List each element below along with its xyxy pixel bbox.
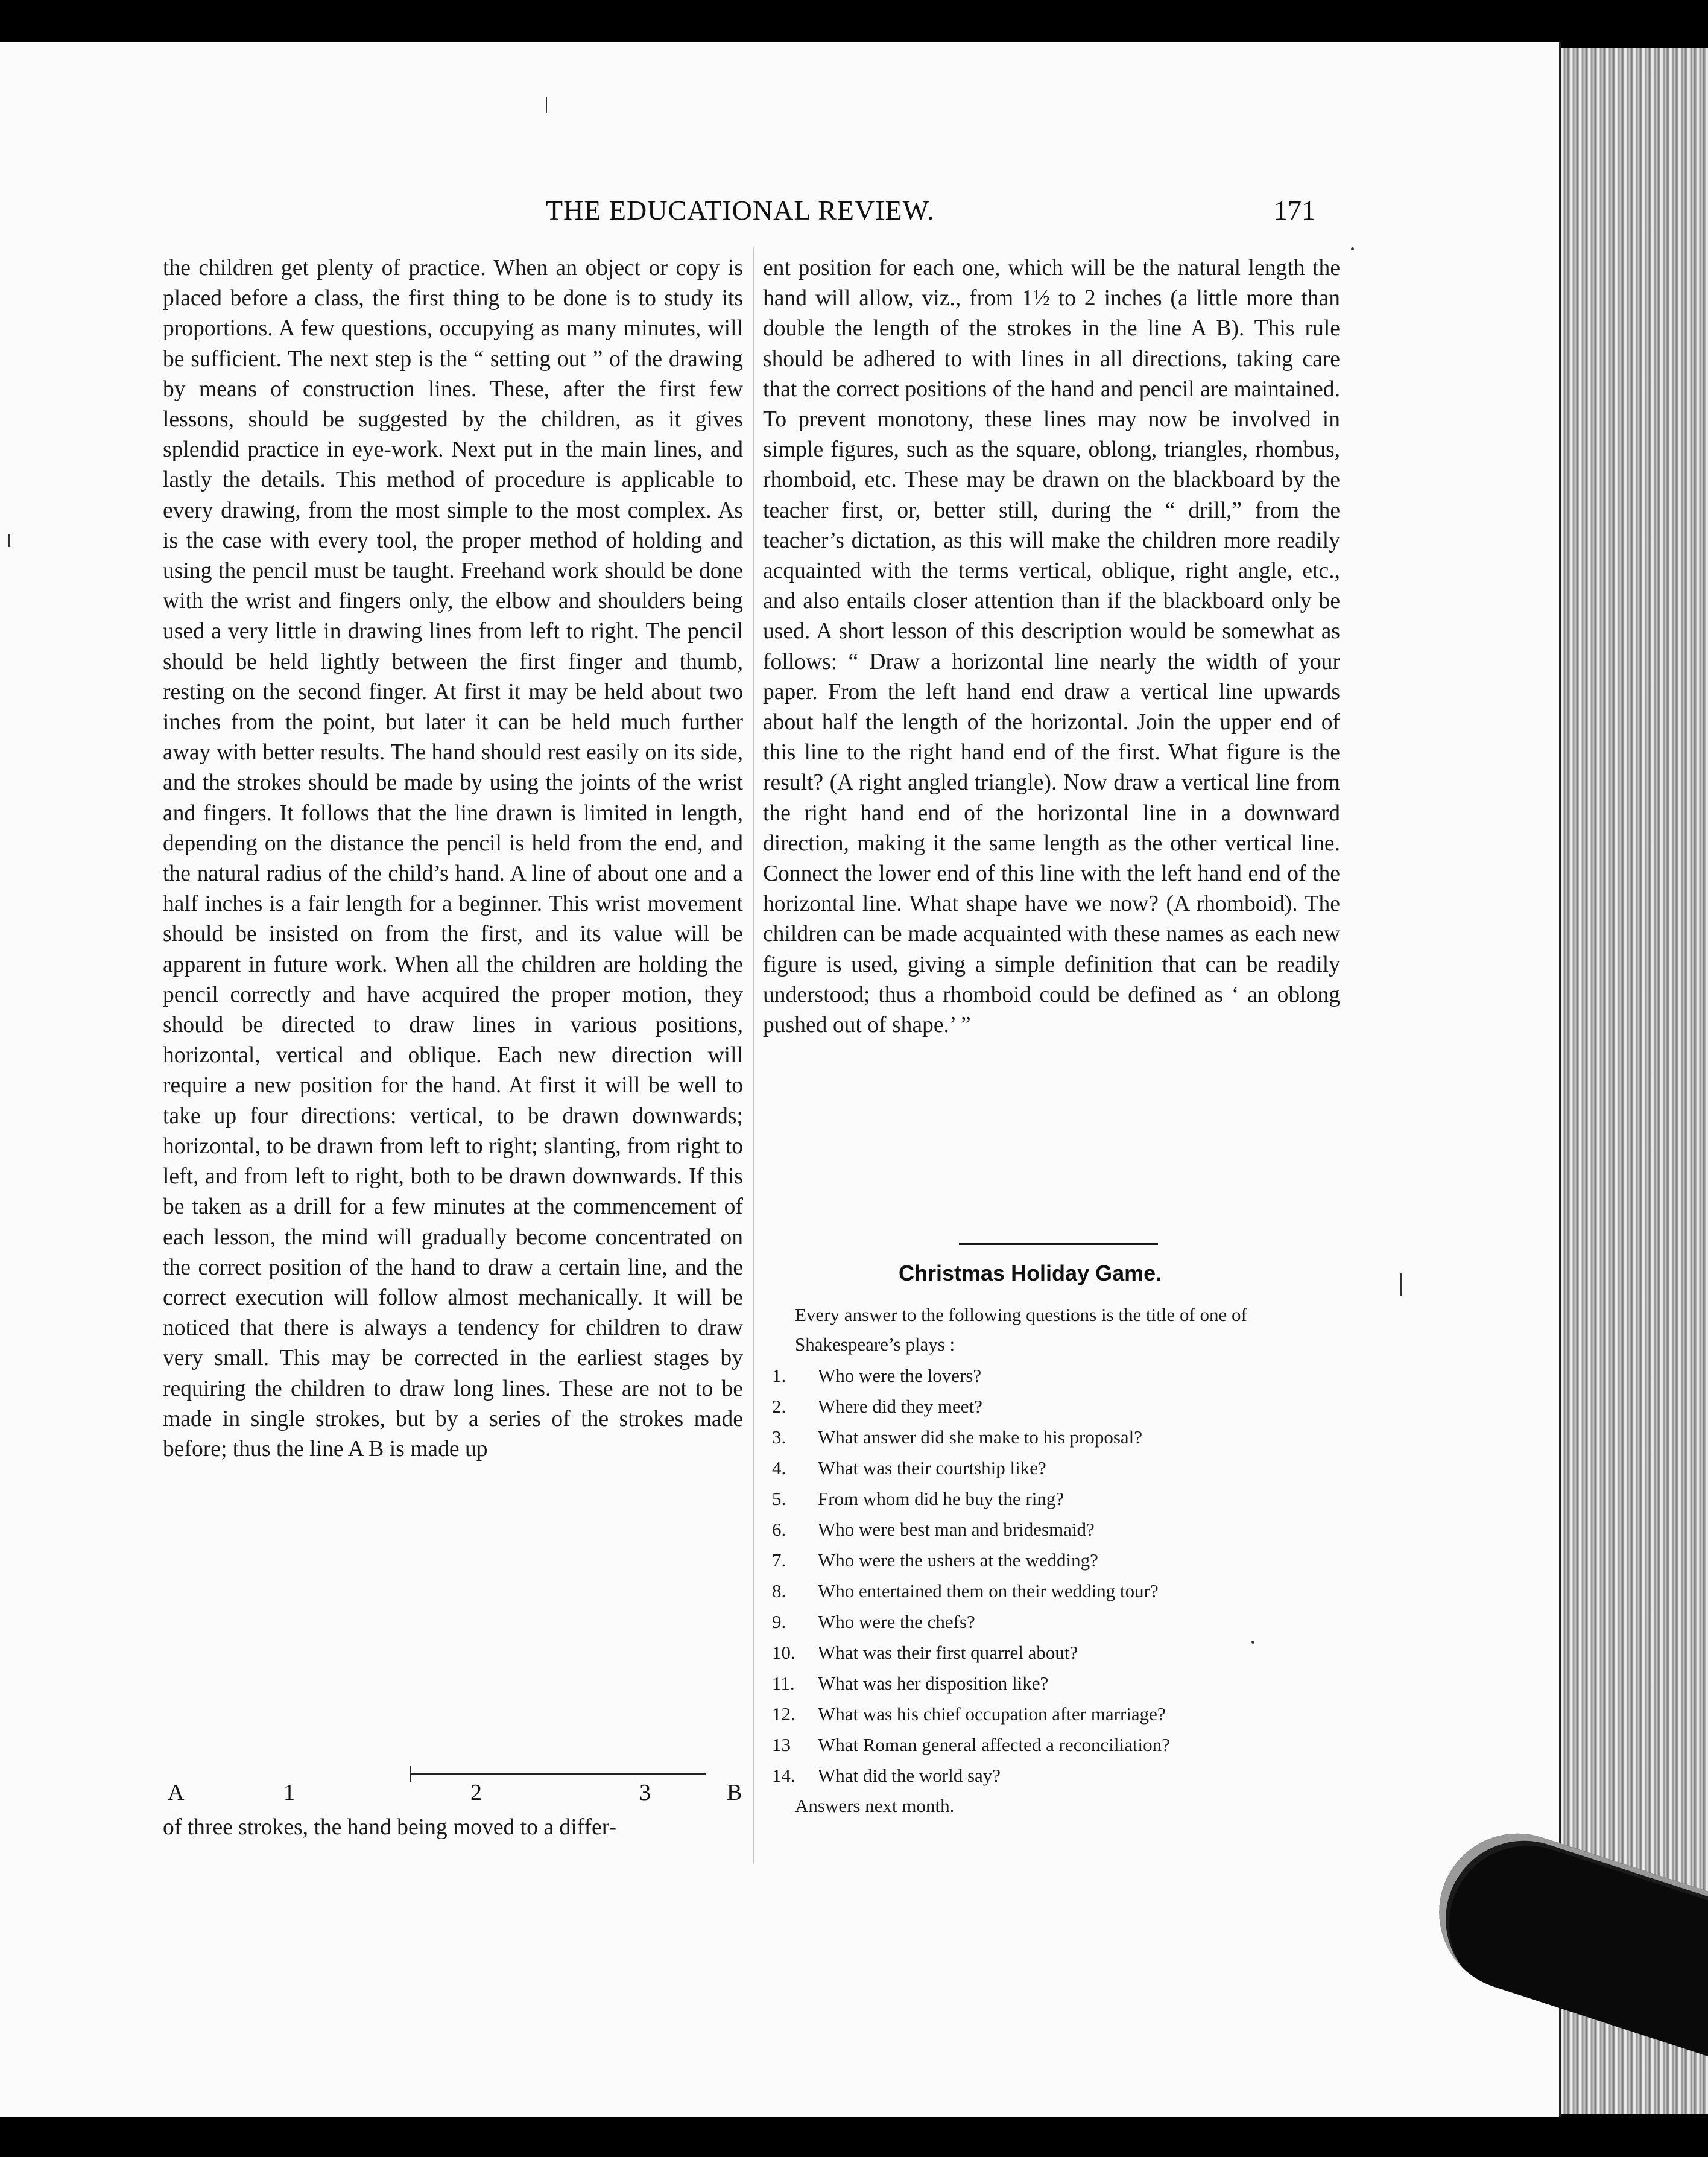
question-text: What answer did she make to his proposal? — [818, 1427, 1143, 1448]
question-number: 8. — [772, 1580, 786, 1601]
stroke-mark — [410, 1766, 411, 1782]
scan-border-top — [0, 0, 1708, 42]
question-number: 12. — [772, 1703, 795, 1725]
question-item — [772, 1699, 1345, 1729]
question-number: 6. — [772, 1519, 786, 1540]
question-list — [772, 1360, 1345, 1791]
question-text: What did the world say? — [818, 1765, 1001, 1786]
question-number: 3. — [772, 1427, 786, 1448]
question-number: 5. — [772, 1488, 786, 1509]
question-number: 1. — [772, 1365, 786, 1386]
page-edges — [1561, 48, 1708, 2114]
scan-border-bottom — [0, 2117, 1708, 2157]
question-number: 2. — [772, 1396, 786, 1417]
question-text: What Roman general affected a reconciliation? — [818, 1734, 1170, 1755]
question-text: Who were the chefs? — [818, 1611, 975, 1632]
question-item — [772, 1729, 1345, 1760]
question-item — [772, 1545, 1345, 1576]
section-divider — [959, 1243, 1158, 1245]
question-text: Who were best man and bridesmaid? — [818, 1519, 1095, 1540]
answers-note: Answers next month. — [795, 1795, 955, 1816]
journal-title: THE EDUCATIONAL REVIEW. — [546, 195, 935, 226]
question-text: What was their courtship like? — [818, 1457, 1046, 1478]
right-column — [763, 253, 1340, 1040]
question-text: Who were the lovers? — [818, 1365, 982, 1386]
label-b: B — [727, 1780, 742, 1805]
question-text: What was their first quarrel about? — [818, 1642, 1078, 1663]
label-2: 2 — [470, 1780, 482, 1805]
question-item — [772, 1637, 1345, 1668]
question-item — [772, 1576, 1345, 1606]
running-head — [0, 194, 1559, 230]
question-text: Who were the ushers at the wedding? — [818, 1550, 1098, 1571]
question-item — [772, 1760, 1345, 1791]
question-number: 13 — [772, 1734, 791, 1755]
question-item — [772, 1452, 1345, 1483]
label-3: 3 — [639, 1780, 651, 1805]
game-intro: Every answer to the following questions is the title of one of Shakespeare’s plays : — [795, 1304, 1247, 1355]
page-number: 171 — [1274, 195, 1315, 226]
question-item — [772, 1360, 1345, 1391]
column-divider — [753, 247, 754, 1864]
question-item — [772, 1483, 1345, 1514]
question-number: 11. — [772, 1673, 795, 1694]
line-ab-diagram — [163, 1773, 743, 1816]
question-text: Who entertained them on their wedding tour? — [818, 1580, 1159, 1601]
line-ab — [410, 1773, 706, 1775]
question-text: What was his chief occupation after marriage? — [818, 1703, 1166, 1725]
label-1: 1 — [283, 1780, 295, 1805]
continuation-text: of three strokes, the hand being moved to a differ- — [163, 1815, 616, 1840]
question-number: 7. — [772, 1550, 786, 1571]
question-text: What was her disposition like? — [818, 1673, 1049, 1694]
left-column-continuation — [163, 1813, 743, 1843]
question-number: 9. — [772, 1611, 786, 1632]
question-item — [772, 1514, 1345, 1545]
right-column-text: ent position for each one, which will be the natural length the hand will allow, viz., from 1½ to 2 inches (a little more than double the length of the strokes in the line A B). This rule should be adhered to with lines in all directions, taking care that the correct positions of the hand and pencil are maintained. To prevent monotony, these lines may now be involved in simple figures, such as the square, oblong, triangles, rhombus, rhomboid, etc. These may be drawn on the blackboard by the teacher first, or, better still, during the “ drill,” from the teacher’s dictation, as this will make the children more readily acquainted with the terms vertical, oblique, right angle, etc., and also entails closer attention than if the blackboard only be used. A short lesson of this description would be somewhat as follows: “ Draw a horizontal line nearly the width of your paper. From the left hand end draw a vertical line upwards about half the length of the horizontal. Join the upper end of this line to the right hand end of the first. What figure is the result? (A right angled triangle). Now draw a vertical line from the right hand end of the horizontal line in a downward direction, making it the same length as the other vertical line. Connect the lower end of this line with the left hand end of the horizontal line. What shape have we now? (A rhomboid). The children can be made acquainted with these names as each new figure is used, giving a simple definition that can be readily understood; thus a rhomboid could be defined as ‘ an oblong pushed out of shape.’ ” — [763, 256, 1340, 1038]
left-column-text: the children get plenty of practice. When an object or copy is placed before a class, the first thing to be done is to study its proportions. A few questions, occupying as many minutes, will be sufficient. The next step is the “ setting out ” of the drawing by means of construction lines. These, after the first few lessons, should be suggested by the children, as it gives splendid practice in eye-work. Next put in the main lines, and lastly the details. This method of procedure is applicable to every drawing, from the most simple to the most complex. As is the case with every tool, the proper method of holding and using the pencil must be taught. Freehand work should be done with the wrist and fingers only, the elbow and shoulders being used a very little in drawing lines from left to right. The pencil should be held lightly between the first finger and thumb, resting on the second finger. At first it may be held about two inches from the point, but later it can be held much further away with better results. The hand should rest easily on its side, and the strokes should be made by using the joints of the wrist and fingers. It follows that the line drawn is limited in length, depending on the distance the pencil is held from the end, and the natural radius of the child’s hand. A line of about one and a half inches is a fair length for a beginner. This wrist movement should be insisted on from the first, and its value will be apparent in future work. When all the children are holding the pencil correctly and have acquired the proper motion, they should be directed to draw lines in various positions, horizontal, vertical and oblique. Each new direction will require a new position for the hand. At first it will be well to take up four directions: vertical, to be drawn downwards; horizontal, to be drawn from left to right; slanting, from right to left, and from left to right, both to be drawn downwards. If this be taken as a drill for a few minutes at the commencement of each lesson, the mind will gradually become concentrated on the correct position of the hand to draw a certain line, and the correct execution will follow almost mechanically. It will be noticed that there is always a tendency for children to draw very small. This may be corrected in the earliest stages by requiring the children to draw long lines. These are not to be made in single strokes, but by a series of the strokes made before; thus the line A B is made up — [163, 256, 743, 1462]
question-item — [772, 1668, 1345, 1699]
question-item — [772, 1391, 1345, 1422]
question-number: 14. — [772, 1765, 795, 1786]
question-number: 4. — [772, 1457, 786, 1478]
question-item — [772, 1606, 1345, 1637]
question-item — [772, 1422, 1345, 1452]
question-number: 10. — [772, 1642, 795, 1663]
question-text: Where did they meet? — [818, 1396, 982, 1417]
left-column — [163, 253, 743, 1465]
game-title: Christmas Holiday Game. — [899, 1261, 1162, 1285]
question-text: From whom did he buy the ring? — [818, 1488, 1064, 1509]
label-a: A — [168, 1780, 185, 1805]
